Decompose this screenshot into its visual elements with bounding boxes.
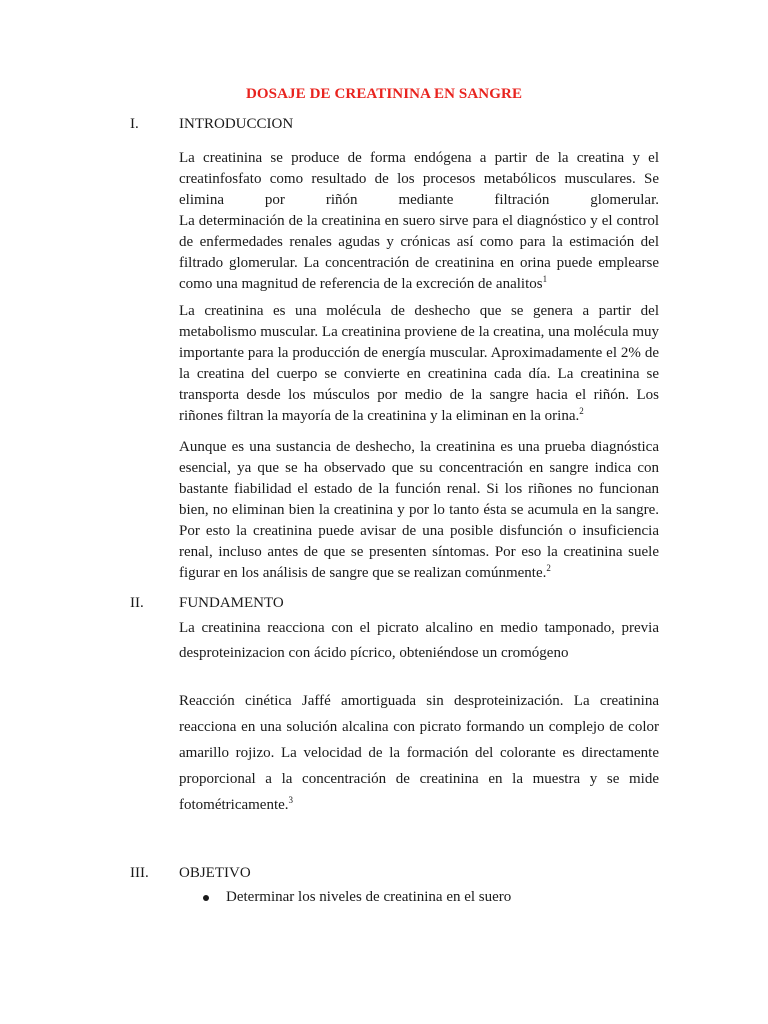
footnote-ref: 2 — [546, 563, 551, 573]
bullet-icon — [203, 895, 209, 901]
paragraph-text: Reacción cinética Jaffé amortiguada sin desproteinización. La creatinina reacciona en una solución alcalina con picrato formando un complejo de color amarillo rojizo. La velocidad de la formación del colorante es directamente proporcional a la concentración de creatinina en la muestra y se mide fotométricamente. — [179, 693, 659, 813]
section-number: II. — [130, 595, 144, 611]
paragraph-text: La creatinina es una molécula de deshecho que se genera a partir del metabolismo muscular. La creatinina proviene de la creatina, una molécula muy importante para la producción de energía muscular. Aproximadamente el 2% de la creatina del cuerpo se convierte en creatinina cada día. La creatinina se transporta desde los músculos por medio de la sangre hacia el riñón. Los riñones filtran la mayoría de la creatinina y la eliminan en la orina. — [179, 303, 659, 424]
footnote-ref: 2 — [579, 406, 584, 416]
paragraph-text: La determinación de la creatinina en suero sirve para el diagnóstico y el control de enfermedades renales agudas y crónicas así como para la estimación del filtrado glomerular. La concentración de creatinina en orina puede emplearse como una magnitud de referencia de la excreción de analitos — [179, 213, 659, 292]
paragraph — [179, 688, 659, 818]
list-item-text: Determinar los niveles de creatinina en el suero — [226, 889, 512, 905]
footnote-ref: 1 — [542, 274, 548, 284]
paragraph — [179, 437, 659, 584]
paragraph-lead: La creatinina se produce de forma endógena a partir de la creatina y el creatinfosfato como resultado de los procesos metabólicos musculares. Se elimina por riñón mediante filtración glomerular. — [179, 150, 659, 208]
section-heading: INTRODUCCION — [179, 116, 294, 132]
section-number: I. — [130, 116, 139, 132]
footnote-ref: 3 — [288, 795, 294, 805]
list-item — [203, 889, 511, 906]
paragraph — [179, 148, 659, 295]
section-heading: FUNDAMENTO — [179, 595, 284, 611]
paragraph — [179, 616, 659, 666]
paragraph-text: Aunque es una sustancia de deshecho, la creatinina es una prueba diagnóstica esencial, ya que se ha observado que su concentración en sangre indica con bastante fiabilidad el estado de la función renal. Si los riñones no funcionan bien, no eliminan bien la creatinina y por lo tanto ésta se acumula en la sangre. Por esto la creatinina puede avisar de una posible disfunción o insuficiencia renal, incluso antes de que se presenten síntomas. Por eso la creatinina suele figurar en los análisis de sangre que se realizan comúnmente. — [179, 439, 659, 581]
section-heading: OBJETIVO — [179, 865, 251, 881]
section-number: III. — [130, 865, 149, 881]
document-title: DOSAJE DE CREATININA EN SANGRE — [245, 86, 523, 102]
paragraph — [179, 301, 659, 427]
paragraph-text: La creatinina reacciona con el picrato alcalino en medio tamponado, previa desproteinizacion con ácido pícrico, obteniéndose un cromógeno — [179, 620, 659, 661]
